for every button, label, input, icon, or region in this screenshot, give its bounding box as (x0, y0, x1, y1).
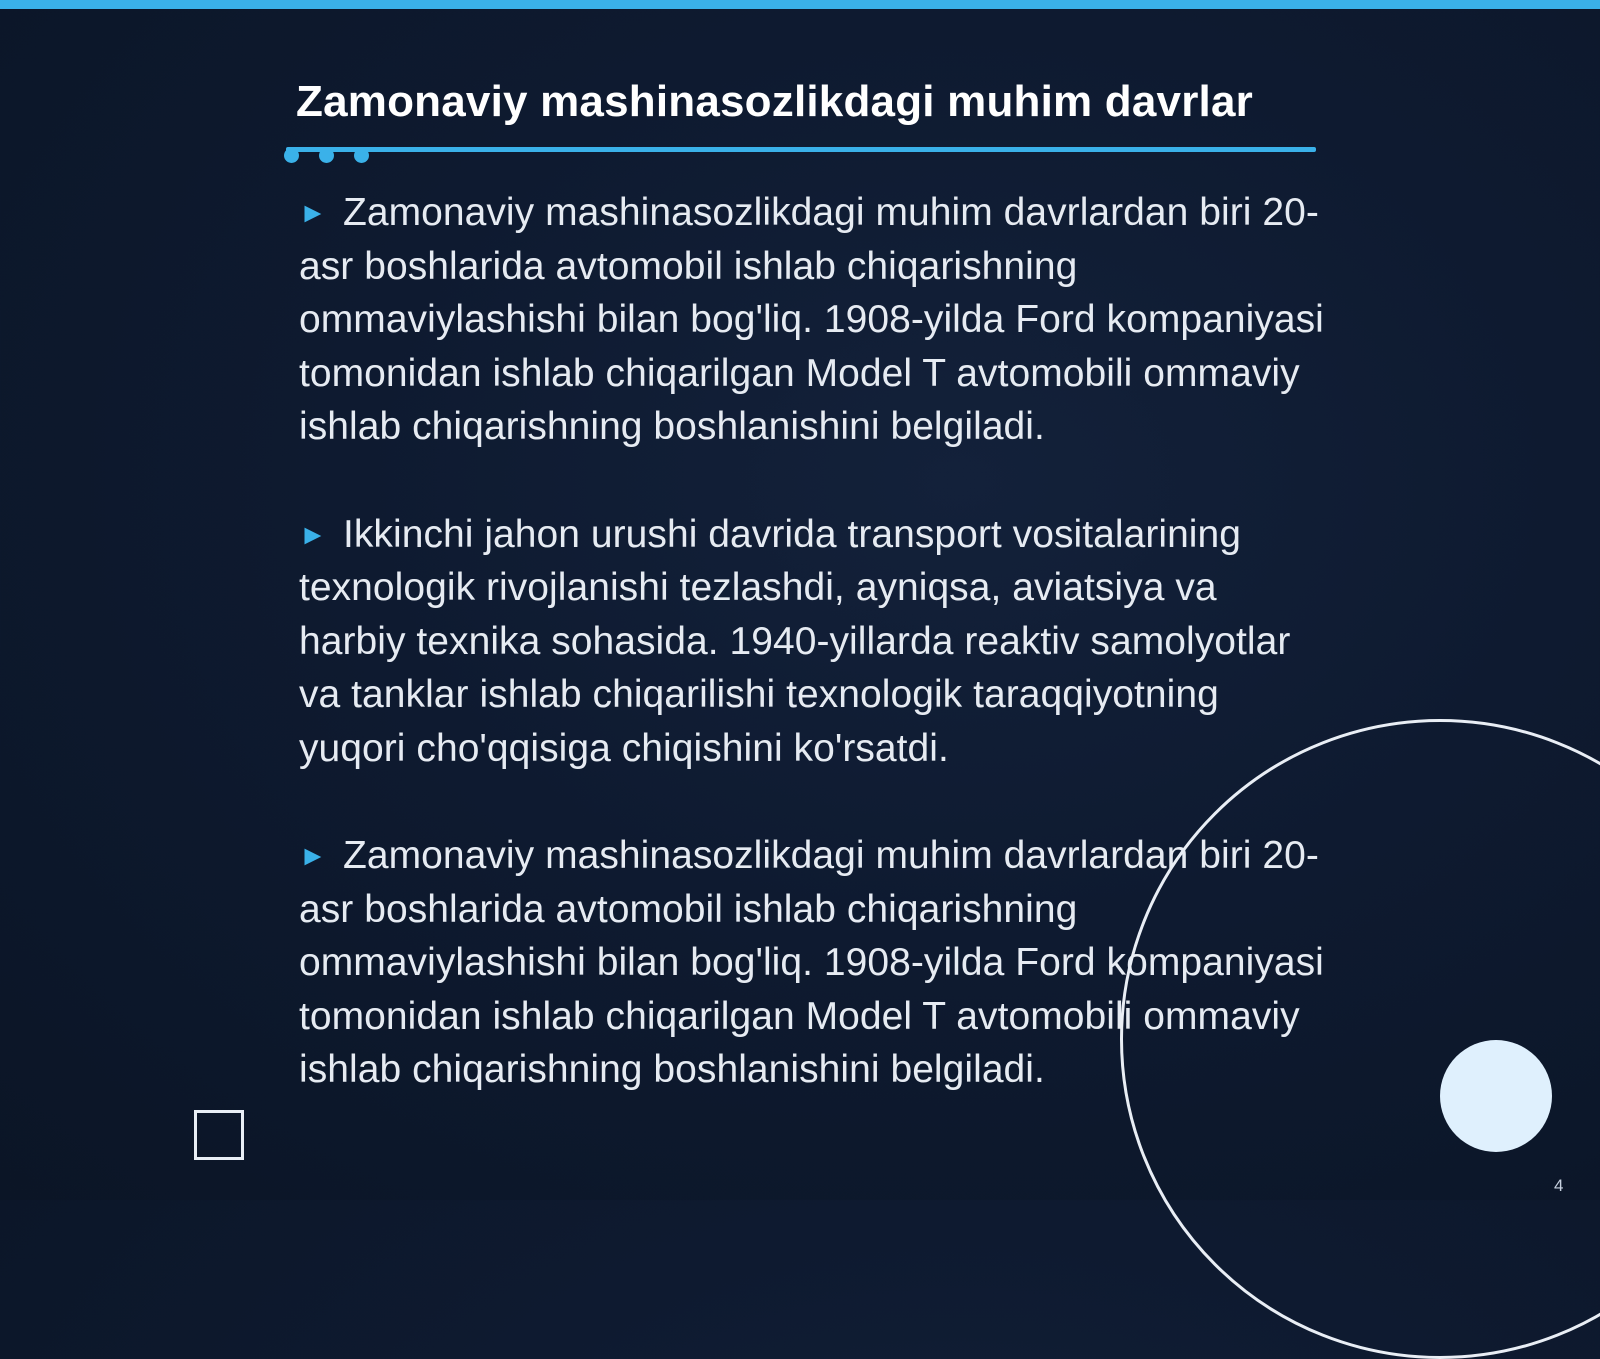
title-dot-2 (319, 148, 334, 163)
bullet-text: Zamonaviy mashinasozlikdagi muhim davrlardan biri 20-asr boshlarida avtomobil ishlab chiqarishning ommaviylashishi bilan bog'liq. 1908-yilda Ford kompaniyasi tomonidan ishlab chiqarilgan Model T avtomobili ommaviy ishlab chiqarishning boshlanishini belgiladi. (299, 191, 1324, 448)
triangle-bullet-icon: ► (299, 518, 327, 550)
bullet-item (299, 186, 1324, 454)
title-dot-1 (284, 148, 299, 163)
decorative-circle (1440, 1040, 1552, 1152)
title-underline (286, 147, 1316, 152)
decorative-square (194, 1110, 244, 1160)
title-dot-3 (354, 148, 369, 163)
bullet-text: Zamonaviy mashinasozlikdagi muhim davrlardan biri 20-asr boshlarida avtomobil ishlab chiqarishning ommaviylashishi bilan bog'liq. 1908-yilda Ford kompaniyasi tomonidan ishlab chiqarilgan Model T avtomobili ommaviy ishlab chiqarishning boshlanishini belgiladi. (299, 834, 1324, 1091)
bullet-text: Ikkinchi jahon urushi davrida transport vositalarining texnologik rivojlanishi tezlashdi, ayniqsa, aviatsiya va harbiy texnika sohasida. 1940-yillarda reaktiv samolyotlar va tanklar ishlab chiqarilishi texnologik taraqqiyotning yuqori cho'qqisiga chiqishini ko'rsatdi. (299, 512, 1291, 770)
bullet-item (299, 508, 1324, 776)
triangle-bullet-icon: ► (299, 840, 327, 871)
slide-title: Zamonaviy mashinasozlikdagi muhim davrlar (296, 77, 1253, 126)
top-accent-bar (0, 0, 1600, 9)
triangle-bullet-icon: ► (299, 197, 327, 228)
page-number: 4 (1554, 1176, 1564, 1195)
